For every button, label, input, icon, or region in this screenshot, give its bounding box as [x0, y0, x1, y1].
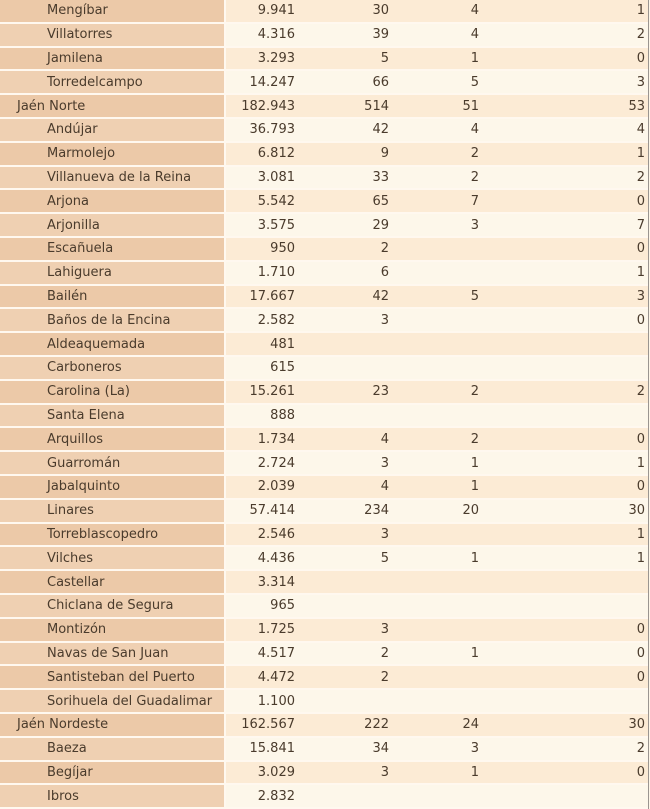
row-name: Mengíbar [0, 0, 226, 24]
row-value-1: 4.517 [226, 643, 298, 667]
row-name: Bailén [0, 286, 226, 310]
row-name: Carboneros [0, 357, 226, 381]
table-row [0, 190, 648, 214]
table-row [0, 547, 648, 571]
row-value-4: 3 [482, 71, 648, 95]
row-value-4: 0 [482, 48, 648, 72]
row-value-4: 7 [482, 214, 648, 238]
table-row [0, 24, 648, 48]
row-name: Begíjar [0, 762, 226, 786]
row-value-2 [298, 571, 392, 595]
row-value-4: 3 [482, 286, 648, 310]
row-value-3 [392, 309, 482, 333]
table-row [0, 214, 648, 238]
row-value-2: 66 [298, 71, 392, 95]
row-value-3: 3 [392, 738, 482, 762]
row-value-4: 1 [482, 524, 648, 548]
row-name: Montizón [0, 619, 226, 643]
row-name: Sorihuela del Guadalimar [0, 690, 226, 714]
table-row [0, 333, 648, 357]
row-name: Jaén Norte [0, 95, 226, 119]
row-value-1: 5.542 [226, 190, 298, 214]
row-value-4: 1 [482, 262, 648, 286]
row-value-3 [392, 571, 482, 595]
table-row [0, 595, 648, 619]
row-value-4: 0 [482, 428, 648, 452]
row-value-4: 53 [482, 95, 648, 119]
row-value-4: 30 [482, 500, 648, 524]
row-value-1: 2.039 [226, 476, 298, 500]
row-value-3: 7 [392, 190, 482, 214]
row-value-1: 4.472 [226, 666, 298, 690]
row-name: Villanueva de la Reina [0, 167, 226, 191]
row-value-3: 4 [392, 0, 482, 24]
row-name: Baeza [0, 738, 226, 762]
row-value-2 [298, 357, 392, 381]
row-value-4: 4 [482, 119, 648, 143]
row-value-4: 0 [482, 643, 648, 667]
row-name: Marmolejo [0, 143, 226, 167]
row-value-2: 4 [298, 476, 392, 500]
row-name: Arjonilla [0, 214, 226, 238]
row-value-2: 42 [298, 119, 392, 143]
row-value-3: 4 [392, 119, 482, 143]
row-name: Lahiguera [0, 262, 226, 286]
row-value-1: 965 [226, 595, 298, 619]
row-value-2: 42 [298, 286, 392, 310]
table-row [0, 690, 648, 714]
row-value-4: 2 [482, 381, 648, 405]
row-value-1: 17.667 [226, 286, 298, 310]
row-value-4: 0 [482, 309, 648, 333]
row-value-1: 2.724 [226, 452, 298, 476]
table-row [0, 643, 648, 667]
row-value-1: 2.582 [226, 309, 298, 333]
row-value-3: 4 [392, 24, 482, 48]
row-value-1: 162.567 [226, 714, 298, 738]
row-name: Ibros [0, 785, 226, 809]
row-value-4: 30 [482, 714, 648, 738]
row-value-2: 5 [298, 48, 392, 72]
row-value-1: 950 [226, 238, 298, 262]
table-row [0, 571, 648, 595]
row-name: Carolina (La) [0, 381, 226, 405]
row-value-3: 24 [392, 714, 482, 738]
row-value-2: 2 [298, 238, 392, 262]
table-row [0, 71, 648, 95]
row-value-1: 36.793 [226, 119, 298, 143]
row-value-2: 234 [298, 500, 392, 524]
row-value-2: 34 [298, 738, 392, 762]
row-value-4 [482, 571, 648, 595]
row-value-3 [392, 357, 482, 381]
table-row [0, 738, 648, 762]
row-value-3 [392, 690, 482, 714]
row-value-4 [482, 357, 648, 381]
row-value-1: 15.261 [226, 381, 298, 405]
table-row [0, 428, 648, 452]
row-value-4: 1 [482, 0, 648, 24]
row-value-4: 2 [482, 24, 648, 48]
row-value-4: 0 [482, 238, 648, 262]
row-value-1: 1.710 [226, 262, 298, 286]
row-value-3 [392, 595, 482, 619]
table-row [0, 524, 648, 548]
row-value-1: 3.081 [226, 167, 298, 191]
row-value-3: 1 [392, 762, 482, 786]
row-value-2: 3 [298, 619, 392, 643]
row-value-3 [392, 405, 482, 429]
row-value-4: 0 [482, 762, 648, 786]
row-value-4: 1 [482, 452, 648, 476]
row-value-3: 1 [392, 643, 482, 667]
row-value-3: 5 [392, 286, 482, 310]
row-name: Santisteban del Puerto [0, 666, 226, 690]
row-value-3: 20 [392, 500, 482, 524]
row-value-2 [298, 690, 392, 714]
row-value-4: 0 [482, 619, 648, 643]
row-value-1: 1.100 [226, 690, 298, 714]
row-value-2: 2 [298, 643, 392, 667]
row-value-4 [482, 785, 648, 809]
row-name: Castellar [0, 571, 226, 595]
row-value-1: 888 [226, 405, 298, 429]
row-value-3: 3 [392, 214, 482, 238]
row-value-2: 5 [298, 547, 392, 571]
row-value-1: 2.546 [226, 524, 298, 548]
row-value-2: 514 [298, 95, 392, 119]
row-value-3 [392, 785, 482, 809]
row-value-2 [298, 785, 392, 809]
row-value-4: 2 [482, 738, 648, 762]
table-row [0, 119, 648, 143]
table-row [0, 381, 648, 405]
row-value-2: 2 [298, 666, 392, 690]
row-value-2: 3 [298, 452, 392, 476]
table-row-region [0, 95, 648, 119]
row-value-1: 6.812 [226, 143, 298, 167]
row-value-3: 1 [392, 547, 482, 571]
row-value-1: 182.943 [226, 95, 298, 119]
row-value-4 [482, 405, 648, 429]
row-name: Vilches [0, 547, 226, 571]
table-row [0, 500, 648, 524]
row-value-2 [298, 405, 392, 429]
row-name: Guarromán [0, 452, 226, 476]
row-name: Santa Elena [0, 405, 226, 429]
row-value-1: 15.841 [226, 738, 298, 762]
row-value-2: 9 [298, 143, 392, 167]
row-value-2: 29 [298, 214, 392, 238]
table-row-region [0, 714, 648, 738]
table-row [0, 0, 648, 24]
row-value-1: 4.436 [226, 547, 298, 571]
row-value-3 [392, 333, 482, 357]
row-name: Navas de San Juan [0, 643, 226, 667]
row-value-1: 14.247 [226, 71, 298, 95]
row-value-2: 3 [298, 762, 392, 786]
table-row [0, 48, 648, 72]
row-value-2: 6 [298, 262, 392, 286]
table-row [0, 238, 648, 262]
row-value-1: 481 [226, 333, 298, 357]
table-row [0, 286, 648, 310]
table-row [0, 452, 648, 476]
row-name: Jaén Nordeste [0, 714, 226, 738]
row-value-3: 2 [392, 428, 482, 452]
table-row [0, 357, 648, 381]
row-value-1: 3.293 [226, 48, 298, 72]
row-value-3 [392, 524, 482, 548]
row-value-4: 0 [482, 666, 648, 690]
row-value-3: 1 [392, 452, 482, 476]
row-value-4 [482, 333, 648, 357]
row-value-4: 2 [482, 167, 648, 191]
row-value-4 [482, 595, 648, 619]
row-name: Jabalquinto [0, 476, 226, 500]
row-name: Andújar [0, 119, 226, 143]
row-value-3 [392, 666, 482, 690]
row-value-1: 3.575 [226, 214, 298, 238]
row-value-1: 3.314 [226, 571, 298, 595]
row-name: Aldeaquemada [0, 333, 226, 357]
row-value-4: 1 [482, 547, 648, 571]
table-row [0, 143, 648, 167]
row-name: Arquillos [0, 428, 226, 452]
row-name: Torredelcampo [0, 71, 226, 95]
row-value-3 [392, 262, 482, 286]
table-row [0, 309, 648, 333]
row-value-3: 2 [392, 143, 482, 167]
table-row [0, 762, 648, 786]
row-value-2: 39 [298, 24, 392, 48]
row-value-2: 33 [298, 167, 392, 191]
row-value-1: 9.941 [226, 0, 298, 24]
row-name: Baños de la Encina [0, 309, 226, 333]
row-value-2: 3 [298, 524, 392, 548]
row-name: Linares [0, 500, 226, 524]
row-value-1: 615 [226, 357, 298, 381]
row-value-3 [392, 238, 482, 262]
row-value-1: 4.316 [226, 24, 298, 48]
table-row [0, 476, 648, 500]
row-name: Escañuela [0, 238, 226, 262]
row-value-2 [298, 333, 392, 357]
row-value-3: 2 [392, 167, 482, 191]
row-value-4: 0 [482, 190, 648, 214]
row-value-2: 222 [298, 714, 392, 738]
row-value-4 [482, 690, 648, 714]
row-value-2: 3 [298, 309, 392, 333]
row-value-2: 4 [298, 428, 392, 452]
row-name: Torreblascopedro [0, 524, 226, 548]
table-row [0, 666, 648, 690]
row-value-3: 2 [392, 381, 482, 405]
table-row [0, 262, 648, 286]
row-value-2: 30 [298, 0, 392, 24]
row-value-2: 23 [298, 381, 392, 405]
table-row [0, 167, 648, 191]
row-name: Arjona [0, 190, 226, 214]
table-row [0, 405, 648, 429]
row-value-1: 1.734 [226, 428, 298, 452]
row-value-1: 1.725 [226, 619, 298, 643]
row-value-4: 1 [482, 143, 648, 167]
row-value-3: 1 [392, 48, 482, 72]
table-row [0, 785, 648, 809]
row-value-1: 57.414 [226, 500, 298, 524]
row-value-2 [298, 595, 392, 619]
row-value-3: 51 [392, 95, 482, 119]
row-value-4: 0 [482, 476, 648, 500]
row-value-2: 65 [298, 190, 392, 214]
row-name: Chiclana de Segura [0, 595, 226, 619]
table-row [0, 619, 648, 643]
row-name: Jamilena [0, 48, 226, 72]
row-value-1: 3.029 [226, 762, 298, 786]
row-value-3: 1 [392, 476, 482, 500]
row-name: Villatorres [0, 24, 226, 48]
row-value-1: 2.832 [226, 785, 298, 809]
row-value-3 [392, 619, 482, 643]
row-value-3: 5 [392, 71, 482, 95]
